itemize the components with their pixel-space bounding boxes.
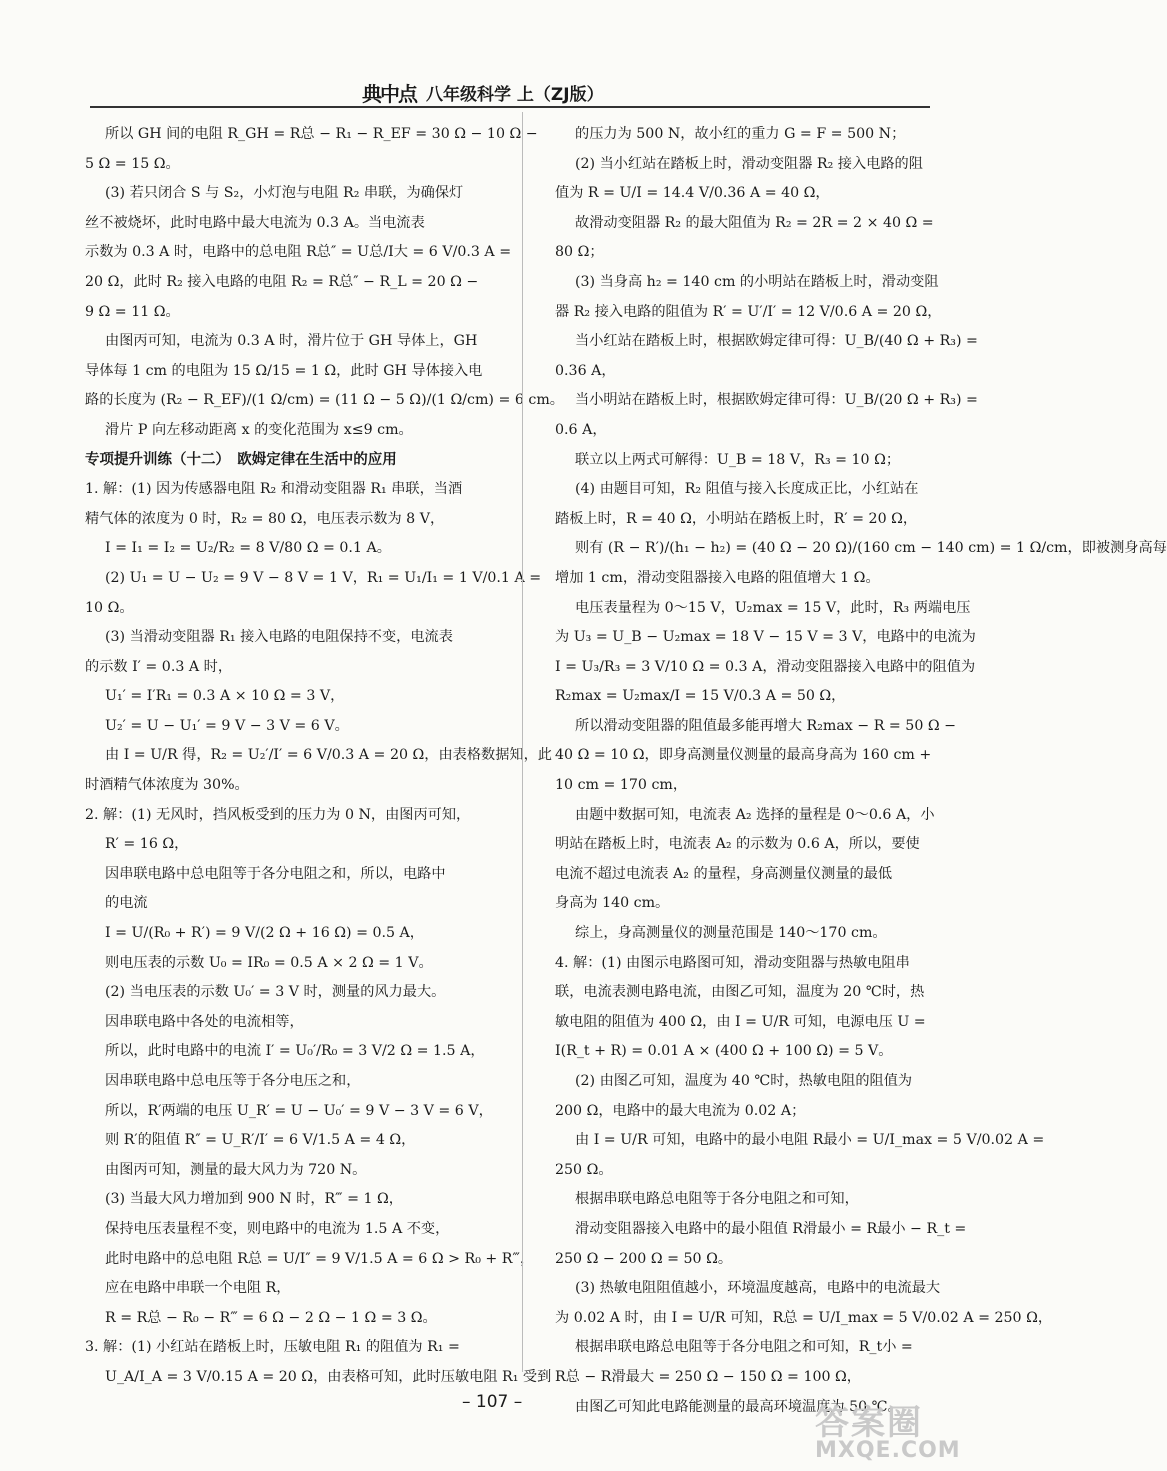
left-column — [85, 120, 564, 1393]
book-title: 八年级科学 上（ZJ版） — [426, 85, 604, 105]
left-text-line: 示数为 0.3 A 时，电路中的总电阻 R总″ = U总/I大 = 6 V/0.3 A = — [85, 244, 512, 261]
page-header — [90, 76, 930, 108]
right-text-line: 当小红站在踏板上时，根据欧姆定律可得：U_B/(40 Ω + R₃) = — [575, 333, 978, 350]
left-text-line: R = R总 − R₀ − R‴ = 6 Ω − 2 Ω − 1 Ω = 3 Ω。 — [105, 1309, 437, 1326]
left-text-line: 丝不被烧坏，此时电路中最大电流为 0.3 A。当电流表 — [85, 214, 425, 231]
left-text-line: I = U/(R₀ + R′) = 9 V/(2 Ω + 16 Ω) = 0.5 A， — [105, 925, 424, 942]
right-text-line: 由 I = U/R 可知，电路中的最小电阻 R最小 = U/I_max = 5 V/0.02 A = — [575, 1132, 1045, 1149]
question-answer-start: 3. 解：(1) 小红站在踏板上时，压敏电阻 R₁ 的阻值为 R₁ = — [85, 1339, 460, 1356]
right-text-line: 滑动变阻器接入电路中的最小阻值 R滑最小 = R最小 − R_t = — [575, 1220, 967, 1237]
book-logo: 典中点 — [362, 82, 416, 106]
right-text-line: 敏电阻的阻值为 400 Ω，由 I = U/R 可知，电源电压 U = — [555, 1013, 926, 1030]
right-text-line: (2) 当小红站在踏板上时，滑动变阻器 R₂ 接入电路的阻 — [575, 155, 923, 172]
left-text-line: 保持电压表量程不变，则电路中的电流为 1.5 A 不变， — [105, 1220, 450, 1237]
right-text-line: 所以滑动变阻器的阻值最多能再增大 R₂max − R = 50 Ω − — [575, 717, 957, 734]
left-text-line: 所以，R′两端的电压 U_R′ = U − U₀′ = 9 V − 3 V = 6 V， — [105, 1102, 493, 1119]
left-text-line: 因串联电路中总电阻等于各分电阻之和，所以，电路中 — [105, 865, 446, 882]
left-text-line: 时酒精气体浓度为 30%。 — [85, 777, 249, 794]
left-text-line: 路的长度为 (R₂ − R_EF)/(1 Ω/cm) = (11 Ω − 5 Ω)/(1 Ω/cm) = 6 cm。 — [85, 392, 564, 409]
left-text-line: 由 I = U/R 得，R₂ = U₂′/I′ = 6 V/0.3 A = 20 Ω，由表格数据知，此 — [105, 747, 552, 764]
right-text-line: 电压表量程为 0～15 V，U₂max = 15 V，此时，R₃ 两端电压 — [575, 599, 971, 616]
left-text-line: 由图丙可知，电流为 0.3 A 时，滑片位于 GH 导体上，GH — [105, 333, 478, 350]
right-text-line: 由题中数据可知，电流表 A₂ 选择的量程是 0～0.6 A，小 — [575, 806, 935, 823]
right-text-line: 10 cm = 170 cm， — [555, 777, 688, 794]
right-text-line: 增加 1 cm，滑动变阻器接入电路的阻值增大 1 Ω。 — [555, 569, 880, 586]
left-text-line: (3) 当滑动变阻器 R₁ 接入电路的电阻保持不变，电流表 — [105, 629, 453, 646]
right-text-line: R总 − R滑最大 = 250 Ω − 150 Ω = 100 Ω， — [555, 1368, 861, 1385]
right-text-line: I = U₃/R₃ = 3 V/10 Ω = 0.3 A，滑动变阻器接入电路中的阻值为 — [555, 658, 976, 675]
right-text-line: I(R_t + R) = 0.01 A × (400 Ω + 100 Ω) = 5 V。 — [555, 1043, 893, 1060]
right-text-line: 40 Ω = 10 Ω，即身高测量仪测量的最高身高为 160 cm + — [555, 747, 932, 764]
left-text-line: 9 Ω = 11 Ω。 — [85, 303, 180, 320]
right-text-line: 根据串联电路总电阻等于各分电阻之和可知，R_t小 = — [575, 1339, 913, 1356]
right-text-line: 200 Ω，电路中的最大电流为 0.02 A； — [555, 1102, 806, 1119]
left-text-line: (3) 若只闭合 S 与 S₂，小灯泡与电阻 R₂ 串联，为确保灯 — [105, 185, 464, 202]
left-text-line: U_A/I_A = 3 V/0.15 A = 20 Ω，由表格可知，此时压敏电阻 R₁ 受到 — [105, 1368, 552, 1385]
left-text-line: 应在电路中串联一个电阻 R， — [105, 1280, 291, 1297]
page-number: – 107 – — [462, 1392, 523, 1412]
left-text-line: 所以 GH 间的电阻 R_GH = R总 − R₁ − R_EF = 30 Ω − 10 Ω − — [105, 126, 538, 142]
left-text-line: 精气体的浓度为 0 时，R₂ = 80 Ω，电压表示数为 8 V， — [85, 510, 445, 527]
left-text-line: 5 Ω = 15 Ω。 — [85, 155, 180, 172]
right-text-line: (3) 热敏电阻阻值越小，环境温度越高，电路中的电流最大 — [575, 1280, 941, 1297]
right-column — [555, 120, 1167, 1422]
left-text-line: 的电流 — [105, 895, 148, 912]
right-text-line: (2) 由图乙可知，温度为 40 ℃时，热敏电阻的阻值为 — [575, 1073, 913, 1089]
right-text-line: 由图乙可知此电路能测量的最高环境温度为 50 ℃。 — [575, 1398, 902, 1415]
left-text-line: 因串联电路中总电压等于各分电压之和， — [105, 1073, 361, 1089]
right-text-line: 0.36 A， — [555, 362, 616, 379]
left-text-line: 所以，此时电路中的电流 I′ = U₀′/R₀ = 3 V/2 Ω = 1.5 A， — [105, 1043, 485, 1060]
left-text-line: 由图丙可知，测量的最大风力为 720 N。 — [105, 1161, 367, 1178]
question-answer-start: 1. 解：(1) 因为传感器电阻 R₂ 和滑动变阻器 R₁ 串联，当酒 — [85, 481, 463, 498]
left-text-line: 20 Ω，此时 R₂ 接入电路的电阻 R₂ = R总″ − R_L = 20 Ω − — [85, 273, 479, 290]
left-text-line: (3) 当最大风力增加到 900 N 时，R‴ = 1 Ω， — [105, 1191, 403, 1208]
column-divider — [522, 112, 523, 1372]
left-text-line: 因串联电路中各处的电流相等， — [105, 1013, 304, 1030]
right-text-line: 明站在踏板上时，电流表 A₂ 的示数为 0.6 A，所以，要使 — [555, 836, 920, 853]
right-text-line: 联，电流表测电路电流，由图乙可知，温度为 20 ℃时，热 — [555, 984, 925, 1001]
left-text-line: 则电压表的示数 U₀ = IR₀ = 0.5 A × 2 Ω = 1 V。 — [105, 954, 433, 971]
left-text-line: (2) U₁ = U − U₂ = 9 V − 8 V = 1 V，R₁ = U₁/I₁ = 1 V/0.1 A = — [105, 569, 542, 586]
watermark-bottom: MXQE.COM — [815, 1438, 961, 1463]
left-text-line: 的示数 I′ = 0.3 A 时， — [85, 658, 233, 675]
left-text-line: U₂′ = U − U₁′ = 9 V − 3 V = 6 V。 — [105, 717, 349, 734]
right-text-line: 联立以上两式可解得：U_B = 18 V，R₃ = 10 Ω； — [575, 451, 901, 468]
left-text-line: 导体每 1 cm 的电阻为 15 Ω/15 = 1 Ω，此时 GH 导体接入电 — [85, 362, 483, 379]
left-text-line: (2) 当电压表的示数 U₀′ = 3 V 时，测量的风力最大。 — [105, 984, 446, 1001]
left-text-line: 滑片 P 向左移动距离 x 的变化范围为 x≤9 cm。 — [105, 421, 413, 438]
right-text-line: 值为 R = U/I = 14.4 V/0.36 A = 40 Ω， — [555, 185, 830, 202]
left-text-line: U₁′ = I′R₁ = 0.3 A × 10 Ω = 3 V， — [105, 688, 345, 705]
right-text-line: 故滑动变阻器 R₂ 的最大阻值为 R₂ = 2R = 2 × 40 Ω = — [575, 214, 934, 231]
right-text-line: (3) 当身高 h₂ = 140 cm 的小明站在踏板上时，滑动变阻 — [575, 273, 939, 290]
left-text-line: R′ = 16 Ω， — [105, 836, 189, 853]
right-text-line: 综上，身高测量仪的测量范围是 140～170 cm。 — [575, 925, 887, 942]
right-text-line: 根据串联电路总电阻等于各分电阻之和可知， — [575, 1191, 859, 1208]
right-text-line: 当小明站在踏板上时，根据欧姆定律可得：U_B/(20 Ω + R₃) = — [575, 392, 978, 409]
watermark-logo — [815, 1395, 985, 1465]
right-text-line: 为 0.02 A 时，由 I = U/R 可知，R总 = U/I_max = 5 V/0.02 A = 250 Ω， — [555, 1309, 1053, 1326]
left-text-line: 此时电路中的总电阻 R总 = U/I″ = 9 V/1.5 A = 6 Ω > R₀ + R‴， — [105, 1250, 535, 1267]
right-text-line: 踏板上时，R = 40 Ω，小明站在踏板上时，R′ = 20 Ω， — [555, 510, 918, 527]
right-text-line: 电流不超过电流表 A₂ 的量程，身高测量仪测量的最低 — [555, 865, 893, 882]
right-text-line: R₂max = U₂max/I = 15 V/0.3 A = 50 Ω， — [555, 688, 846, 705]
right-text-line: 则有 (R − R′)/(h₁ − h₂) = (40 Ω − 20 Ω)/(160 cm − 140 cm) = 1 Ω/cm，即被测身高每 — [575, 540, 1167, 557]
left-text-line: 10 Ω。 — [85, 599, 134, 616]
right-text-line: 80 Ω； — [555, 244, 604, 261]
question-answer-start: 4. 解：(1) 由图示电路图可知，滑动变阻器与热敏电阻串 — [555, 954, 910, 971]
watermark-top: 答案圈 — [815, 1403, 923, 1443]
right-text-line: 器 R₂ 接入电路的阻值为 R′ = U′/I′ = 12 V/0.6 A = 20 Ω， — [555, 303, 942, 320]
left-text-line: 则 R′的阻值 R″ = U_R′/I′ = 6 V/1.5 A = 4 Ω， — [105, 1132, 416, 1149]
left-text-line: I = I₁ = I₂ = U₂/R₂ = 8 V/80 Ω = 0.1 A。 — [105, 540, 391, 557]
right-text-line: (4) 由题目可知，R₂ 阻值与接入长度成正比，小红站在 — [575, 481, 919, 498]
right-text-line: 0.6 A， — [555, 421, 607, 438]
right-text-line: 为 U₃ = U_B − U₂max = 18 V − 15 V = 3 V，电路中的电流为 — [555, 629, 976, 646]
right-text-line: 250 Ω − 200 Ω = 50 Ω。 — [555, 1250, 733, 1267]
right-text-line: 的压力为 500 N，故小红的重力 G = F = 500 N； — [575, 126, 906, 142]
question-answer-start: 2. 解：(1) 无风时，挡风板受到的压力为 0 N，由图丙可知， — [85, 806, 471, 823]
right-text-line: 身高为 140 cm。 — [555, 895, 670, 912]
right-text-line: 250 Ω。 — [555, 1161, 613, 1178]
section-heading: 专项提升训练（十二） 欧姆定律在生活中的应用 — [85, 451, 397, 468]
